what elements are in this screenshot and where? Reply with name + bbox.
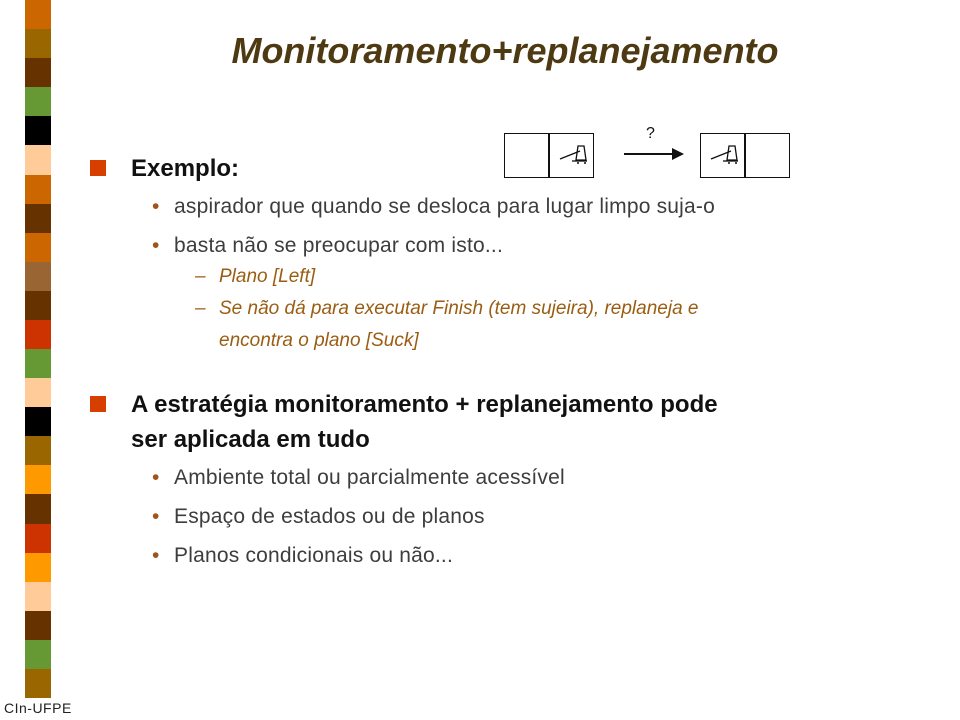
heading-text: ser aplicada em tudo (131, 426, 370, 453)
bullet-dot-icon: • (152, 234, 160, 257)
stripe-block (25, 320, 51, 350)
footer-label: CIn-UFPE (4, 700, 72, 716)
stripe-block (25, 436, 51, 466)
stripe-block (25, 640, 51, 670)
stripe-block (25, 524, 51, 554)
bullet-square-icon (90, 160, 106, 176)
world-right-cell-2 (745, 133, 790, 178)
world-left-cell-1 (504, 133, 549, 178)
item-text: Ambiente total ou parcialmente acessível (174, 466, 565, 489)
question-mark: ? (646, 125, 655, 142)
dash-bullet: – (195, 298, 206, 319)
stripe-block (25, 669, 51, 699)
stripe-block (25, 145, 51, 175)
subitem-text: Se não dá para executar Finish (tem sujeira), replaneja e (219, 298, 699, 319)
decorative-stripe (25, 0, 51, 698)
bullet-dot-icon: • (152, 466, 160, 489)
item-text: Planos condicionais ou não... (174, 544, 453, 567)
stripe-block (25, 175, 51, 205)
stripe-block (25, 0, 51, 30)
heading-text: Exemplo: (131, 155, 240, 182)
bullet-dot-icon: • (152, 195, 160, 218)
arrow-right-icon (624, 146, 686, 162)
stripe-block (25, 291, 51, 321)
item-text: basta não se preocupar com isto... (174, 234, 503, 257)
subitem-text: encontra o plano [Suck] (219, 330, 419, 351)
vacuum-icon (709, 142, 739, 164)
dash-bullet: – (195, 266, 206, 287)
item-text: Espaço de estados ou de planos (174, 505, 485, 528)
heading-text: A estratégia monitoramento + replanejamento pode (131, 391, 718, 418)
stripe-block (25, 116, 51, 146)
subitem-text: Plano [Left] (219, 266, 316, 287)
item-text: aspirador que quando se desloca para lugar limpo suja-o (174, 195, 716, 218)
stripe-block (25, 407, 51, 437)
stripe-block (25, 233, 51, 263)
stripe-block (25, 87, 51, 117)
world-left-cell-2 (700, 133, 745, 178)
stripe-block (25, 611, 51, 641)
bullet-square-icon (90, 396, 106, 412)
vacuum-icon (558, 142, 588, 164)
stripe-block (25, 582, 51, 612)
bullet-dot-icon: • (152, 544, 160, 567)
world-right-cell-1 (549, 133, 594, 178)
stripe-block (25, 494, 51, 524)
stripe-block (25, 349, 51, 379)
stripe-block (25, 204, 51, 234)
stripe-block (25, 262, 51, 292)
stripe-block (25, 378, 51, 408)
bullet-dot-icon: • (152, 505, 160, 528)
stripe-block (25, 465, 51, 495)
slide-title: Monitoramento+replanejamento (231, 30, 779, 71)
stripe-block (25, 553, 51, 583)
